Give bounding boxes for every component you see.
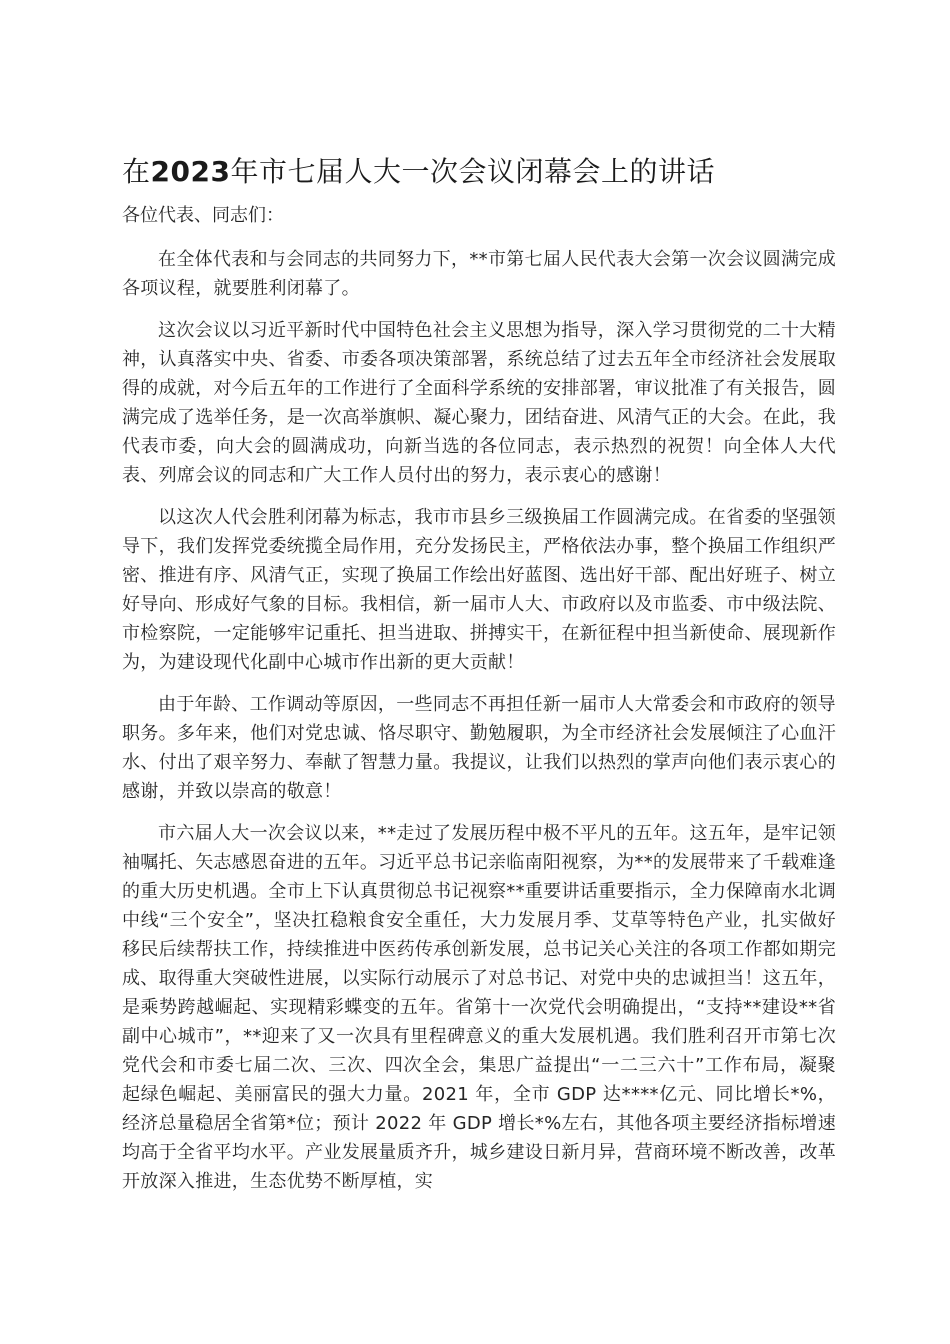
title-year: 2023: [150, 155, 231, 188]
paragraph-4: 由于年龄、工作调动等原因，一些同志不再担任新一届市人大常委会和市政府的领导职务。多年来，他们对党忠诚、恪尽职守、勤勉履职，为全市经济社会发展倾注了心血汗水、付出了艰辛努力、奉献了智慧力量。我提议，让我们以热烈的掌声向他们表示衷心的感谢，并致以崇高的敬意！: [122, 694, 836, 802]
title-suffix: 年市七届人大一次会议闭幕会上的讲话: [230, 155, 715, 188]
document-page: [122, 150, 836, 1209]
title-prefix: 在: [122, 155, 151, 188]
paragraph-5: 市六届人大一次会议以来，**走过了发展历程中极不平凡的五年。这五年，是牢记领袖嘱托、矢志感恩奋进的五年。习近平总书记亲临南阳视察，为**的发展带来了千载难逢的重大历史机遇。全市上下认真贯彻总书记视察**重要讲话重要指示，全力保障南水北调中线“三个安全”，坚决扛稳粮食安全重任，大力发展月季、艾草等特色产业，扎实做好移民后续帮扶工作，持续推进中医药传承创新发展，总书记关心关注的各项工作都如期完成、取得重大突破性进展，以实际行动展示了对总书记、对党中央的忠诚担当！这五年，是乘势跨越崛起、实现精彩蝶变的五年。省第十一次党代会明确提出，“支持**建设**省副中心城市”，**迎来了又一次具有里程碑意义的重大发展机遇。我们胜利召开市第七次党代会和市委七届二次、三次、四次全会，集思广益提出“一二三六十”工作布局，凝聚起绿色崛起、美丽富民的强大力量。2021 年，全市 GDP 达****亿元、同比增长*%，经济总量稳居全省第*位；预计 2022 年 GDP 增长*%左右，其他各项主要经济指标增速均高于全省平均水平。产业发展量质齐升，城乡建设日新月异，营商环境不断改善，改革开放深入推进，生态优势不断厚植，实: [122, 823, 836, 1192]
salutation: 各位代表、同志们：: [122, 205, 284, 226]
document-title: [122, 150, 836, 194]
paragraph-1: 在全体代表和与会同志的共同努力下，**市第七届人民代表大会第一次会议圆满完成各项议程，就要胜利闭幕了。: [122, 249, 836, 299]
paragraph-2: 这次会议以习近平新时代中国特色社会主义思想为指导，深入学习贯彻党的二十大精神，认真落实中央、省委、市委各项决策部署，系统总结了过去五年全市经济社会发展取得的成就，对今后五年的工作进行了全面科学系统的安排部署，审议批准了有关报告，圆满完成了选举任务，是一次高举旗帜、凝心聚力，团结奋进、风清气正的大会。在此，我代表市委，向大会的圆满成功，向新当选的各位同志，表示热烈的祝贺！向全体人大代表、列席会议的同志和广大工作人员付出的努力，表示衷心的感谢！: [122, 320, 836, 486]
paragraph-3: 以这次人代会胜利闭幕为标志，我市市县乡三级换届工作圆满完成。在省委的坚强领导下，我们发挥党委统揽全局作用，充分发扬民主，严格依法办事，整个换届工作组织严密、推进有序、风清气正，实现了换届工作绘出好蓝图、选出好干部、配出好班子、树立好导向、形成好气象的目标。我相信，新一届市人大、市政府以及市监委、市中级法院、市检察院，一定能够牢记重托、担当进取、拼搏实干，在新征程中担当新使命、展现新作为，为建设现代化副中心城市作出新的更大贡献！: [122, 507, 836, 673]
